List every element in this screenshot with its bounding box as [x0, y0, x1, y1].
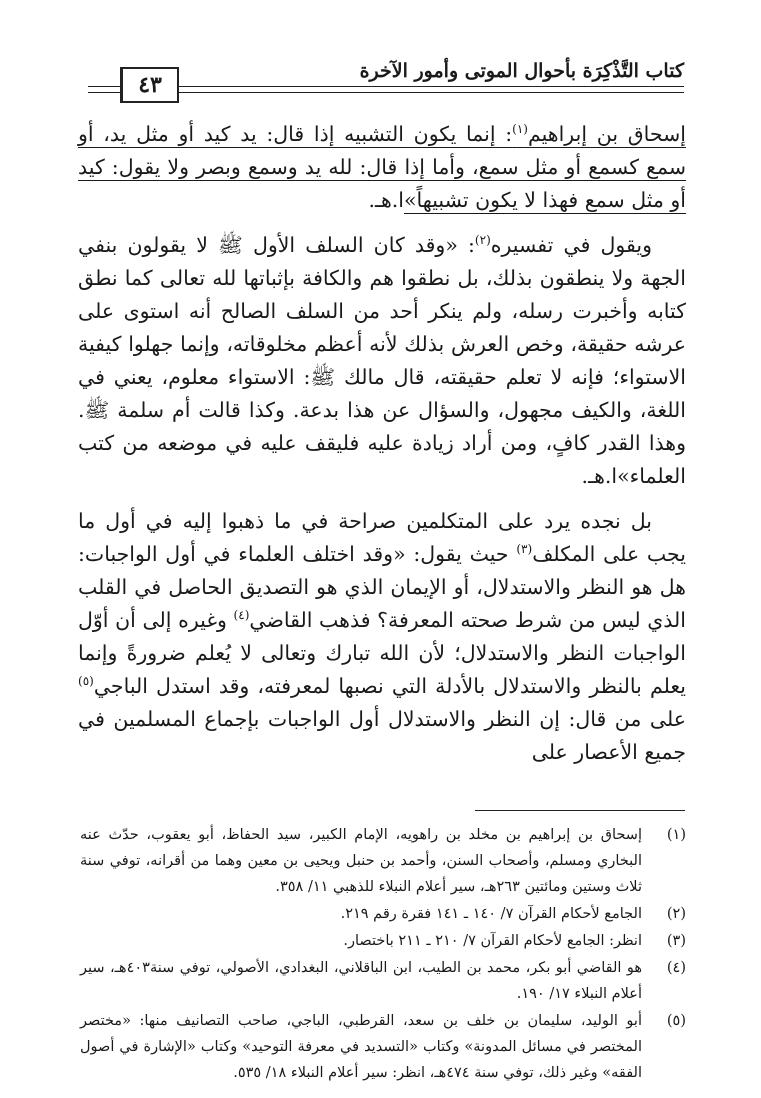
running-title: كتاب التَّذْكِرَة بأحوال الموتى وأمور الآخرة	[359, 60, 684, 82]
paragraph-3	[78, 505, 686, 769]
footnote-text: إسحاق بن إبراهيم بن مخلد بن راهويه، الإمام الكبير، سيد الحفاظ، أبو يعقوب، حدّث عنه البخاري ومسلم، وأصحاب السنن، وأحمد بن حنبل ويحيى بن معين وهما من أقرانه، توفي سنة ثلاث وستين ومائتين ٢٦٣هـ، سير أعلام النبلاء للذهبي ١١/ ٣٥٨.	[80, 827, 642, 895]
footnote-text: الجامع لأحكام القرآن ٧/ ١٤٠ ـ ١٤١ فقرة رقم ٢١٩.	[340, 906, 642, 922]
footnote-text: هو القاضي أبو بكر، محمد بن الطيب، ابن الباقلاني، البغدادي، الأصولي، توفي سنة٤٠٣هـ، سير أعلام النبلاء ١٧/ ١٩٠.	[80, 960, 642, 1002]
footnote	[80, 901, 686, 927]
page-header	[88, 54, 684, 100]
footnote-text: انظر: الجامع لأحكام القرآن ٧/ ٢١٠ ـ ٢١١ باختصار.	[343, 933, 642, 949]
footnotes	[80, 822, 686, 1087]
text-run: : إنما يكون التشبيه إذا قال: يد كيد أو مثل يد، أو سمع كسمع أو مثل سمع، وأما إذا قال: لله يد وسمع وبصر ولا يقول: كيد أو مثل سمع فهذا لا يكون تشبيهاً»	[78, 122, 686, 212]
text-run: إسحاق بن إبراهيم	[527, 122, 686, 146]
footnote-number: (٣)	[666, 933, 686, 949]
text-run: حيث يقول: «وقد اختلف العلماء في أول الواجبات: هل هو النظر والاستدلال، أو الإيمان الذي هو التصديق الحاصل في القلب الذي ليس من شرط صحته المعرفة؟ فذهب القاضي	[78, 542, 686, 632]
footnote-number: (٤)	[666, 960, 686, 976]
text-run: بل نجده يرد على المتكلمين صراحة في ما ذهبوا إليه في أول ما يجب على المكلف	[78, 509, 686, 566]
footnote	[80, 955, 686, 1007]
footnote-ref-5[interactable]: (٥)	[78, 674, 94, 689]
footnote-ref-2[interactable]: (٢)	[474, 233, 491, 248]
footnote-number: (١)	[666, 827, 686, 843]
page-number: ٤٣	[120, 67, 179, 103]
paragraph-1	[78, 118, 686, 217]
footnote-ref-4[interactable]: (٤)	[233, 608, 250, 623]
text-run: : «وقد كان السلف الأول ﷺ لا يقولون بنفي الجهة ولا ينطقون بذلك، بل نطقوا هم والكافة بإثباتها لله تعالى كما نطق كتابه وأخبرت رسله، ولم ينكر أحد من السلف الصالح أنه استوى على عرشه حقيقة، وخص العرش بذلك لأنه أعظم مخلوقاته، وإنما جهلوا كيفية الاستواء؛ فإنه لا تعلم حقيقته، قال مالك ﷺ: الاستواء معلوم، يعني في اللغة، والكيف مجهول، والسؤال عن هذا بدعة. وكذا قالت أم سلمة ﷺ. وهذا القدر كافٍ، ومن أراد زيادة عليه فليقف عليه في موضعه من كتب العلماء»ا.هـ.	[78, 233, 686, 488]
main-text	[78, 118, 686, 781]
footnote	[80, 1008, 686, 1086]
footnote	[80, 822, 686, 900]
footnote-text: أبو الوليد، سليمان بن خلف بن سعد، القرطبي، الباجي، صاحب التصانيف منها: «مختصر المختصر في مسائل المدونة» وكتاب «التسديد في معرفة التوحيد» وكتاب «الإشارة في أصول الفقه» وغير ذلك، توفي سنة ٤٧٤هـ، انظر: سير أعلام النبلاء ١٨/ ٥٣٥.	[80, 1013, 642, 1081]
text-run: ويقول في تفسيره	[490, 233, 652, 257]
footnote-ref-1[interactable]: (١)	[512, 122, 528, 137]
text-run: وغيره إلى أن أوّل الواجبات النظر والاستدلال؛ لأن الله تبارك وتعالى لا يُعلم ضرورةً وإنما يعلم بالنظر والاستدلال بالأدلة التي نصبها لمعرفته، وقد استدل الباجي	[78, 608, 686, 698]
footnote-ref-3[interactable]: (٣)	[516, 542, 533, 557]
footnote-number: (٢)	[666, 906, 686, 922]
footnote	[80, 928, 686, 954]
paragraph-2	[78, 229, 686, 493]
footnote-number: (٥)	[666, 1013, 686, 1029]
text-run: ا.هـ.	[368, 188, 404, 212]
text-run: على من قال: إن النظر والاستدلال أول الواجبات بإجماع المسلمين في جميع الأعصار على	[78, 707, 686, 764]
footnote-separator	[475, 810, 685, 811]
